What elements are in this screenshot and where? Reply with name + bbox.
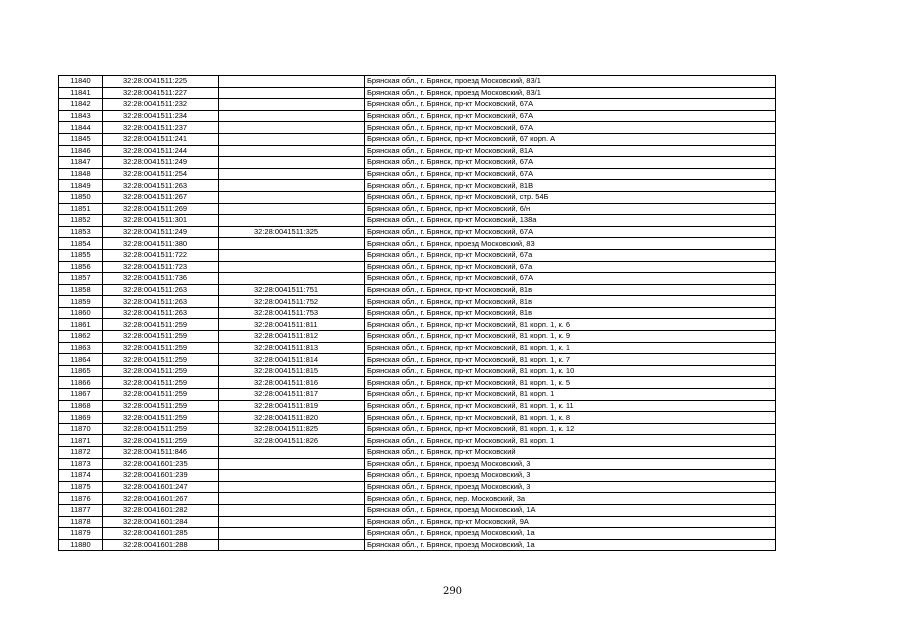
address-cell: Брянская обл., г. Брянск, пр-кт Московский, 67А	[365, 110, 776, 122]
related-cadastral-number-cell: 32:28:0041511:817	[219, 389, 365, 401]
related-cadastral-number-cell	[219, 516, 365, 528]
table-row	[59, 157, 776, 169]
row-number-cell: 11849	[59, 180, 103, 192]
table-row	[59, 354, 776, 366]
table-row	[59, 180, 776, 192]
related-cadastral-number-cell: 32:28:0041511:812	[219, 331, 365, 343]
table-row	[59, 249, 776, 261]
table-row	[59, 226, 776, 238]
related-cadastral-number-cell: 32:28:0041511:325	[219, 226, 365, 238]
related-cadastral-number-cell: 32:28:0041511:811	[219, 319, 365, 331]
row-number-cell: 11850	[59, 191, 103, 203]
table-row	[59, 400, 776, 412]
related-cadastral-number-cell	[219, 504, 365, 516]
row-number-cell: 11858	[59, 284, 103, 296]
row-number-cell: 11846	[59, 145, 103, 157]
row-number-cell: 11864	[59, 354, 103, 366]
table-row	[59, 481, 776, 493]
related-cadastral-number-cell	[219, 99, 365, 111]
cadastral-number-cell: 32:28:0041511:259	[103, 319, 219, 331]
row-number-cell: 11879	[59, 528, 103, 540]
cadastral-number-cell: 32:28:0041511:254	[103, 168, 219, 180]
address-cell: Брянская обл., г. Брянск, пр-кт Московский, 67А	[365, 168, 776, 180]
related-cadastral-number-cell	[219, 493, 365, 505]
cadastral-number-cell: 32:28:0041511:846	[103, 447, 219, 459]
address-cell: Брянская обл., г. Брянск, пр-кт Московский, 81 корп. 1, к. 11	[365, 400, 776, 412]
address-cell: Брянская обл., г. Брянск, проезд Московский, 3	[365, 470, 776, 482]
address-cell: Брянская обл., г. Брянск, пр-кт Московский, 9А	[365, 516, 776, 528]
table-row	[59, 331, 776, 343]
related-cadastral-number-cell	[219, 273, 365, 285]
cadastral-number-cell: 32:28:0041601:247	[103, 481, 219, 493]
related-cadastral-number-cell	[219, 76, 365, 88]
table-row	[59, 389, 776, 401]
address-cell: Брянская обл., г. Брянск, пр-кт Московский, 81 корп. 1, к. 8	[365, 412, 776, 424]
row-number-cell: 11841	[59, 87, 103, 99]
address-cell: Брянская обл., г. Брянск, пер. Московский, 3а	[365, 493, 776, 505]
cadastral-number-cell: 32:28:0041511:301	[103, 215, 219, 227]
table-row	[59, 145, 776, 157]
cadastral-number-cell: 32:28:0041511:259	[103, 423, 219, 435]
related-cadastral-number-cell	[219, 133, 365, 145]
related-cadastral-number-cell: 32:28:0041511:814	[219, 354, 365, 366]
row-number-cell: 11840	[59, 76, 103, 88]
table-row	[59, 307, 776, 319]
row-number-cell: 11861	[59, 319, 103, 331]
table-row	[59, 539, 776, 551]
table-row	[59, 296, 776, 308]
cadastral-number-cell: 32:28:0041511:259	[103, 412, 219, 424]
cadastral-number-cell: 32:28:0041511:259	[103, 389, 219, 401]
related-cadastral-number-cell	[219, 203, 365, 215]
address-cell: Брянская обл., г. Брянск, проезд Московский, 1А	[365, 504, 776, 516]
row-number-cell: 11842	[59, 99, 103, 111]
row-number-cell: 11877	[59, 504, 103, 516]
row-number-cell: 11860	[59, 307, 103, 319]
address-cell: Брянская обл., г. Брянск, пр-кт Московский, стр. 54Б	[365, 191, 776, 203]
table-row	[59, 261, 776, 273]
related-cadastral-number-cell	[219, 261, 365, 273]
table-row	[59, 273, 776, 285]
table-row	[59, 110, 776, 122]
related-cadastral-number-cell	[219, 539, 365, 551]
cadastral-number-cell: 32:28:0041511:736	[103, 273, 219, 285]
address-cell: Брянская обл., г. Брянск, проезд Московский, 3	[365, 458, 776, 470]
table-row	[59, 284, 776, 296]
cadastral-number-cell: 32:28:0041511:259	[103, 365, 219, 377]
row-number-cell: 11876	[59, 493, 103, 505]
row-number-cell: 11880	[59, 539, 103, 551]
address-cell: Брянская обл., г. Брянск, пр-кт Московский, 81 корп. 1, к. 9	[365, 331, 776, 343]
cadastral-number-cell: 32:28:0041511:225	[103, 76, 219, 88]
row-number-cell: 11843	[59, 110, 103, 122]
row-number-cell: 11869	[59, 412, 103, 424]
cadastral-number-cell: 32:28:0041601:284	[103, 516, 219, 528]
related-cadastral-number-cell	[219, 447, 365, 459]
related-cadastral-number-cell	[219, 191, 365, 203]
related-cadastral-number-cell	[219, 145, 365, 157]
row-number-cell: 11853	[59, 226, 103, 238]
table-row	[59, 412, 776, 424]
registry-table	[58, 75, 776, 551]
cadastral-number-cell: 32:28:0041601:288	[103, 539, 219, 551]
row-number-cell: 11856	[59, 261, 103, 273]
cadastral-number-cell: 32:28:0041511:267	[103, 191, 219, 203]
address-cell: Брянская обл., г. Брянск, пр-кт Московский, 6/н	[365, 203, 776, 215]
table-row	[59, 435, 776, 447]
related-cadastral-number-cell	[219, 168, 365, 180]
related-cadastral-number-cell: 32:28:0041511:815	[219, 365, 365, 377]
address-cell: Брянская обл., г. Брянск, пр-кт Московский, 67А	[365, 99, 776, 111]
address-cell: Брянская обл., г. Брянск, пр-кт Московский	[365, 447, 776, 459]
table-row	[59, 203, 776, 215]
cadastral-number-cell: 32:28:0041601:267	[103, 493, 219, 505]
row-number-cell: 11868	[59, 400, 103, 412]
related-cadastral-number-cell	[219, 481, 365, 493]
address-cell: Брянская обл., г. Брянск, проезд Московский, 83	[365, 238, 776, 250]
cadastral-number-cell: 32:28:0041511:259	[103, 377, 219, 389]
row-number-cell: 11865	[59, 365, 103, 377]
row-number-cell: 11862	[59, 331, 103, 343]
cadastral-number-cell: 32:28:0041511:232	[103, 99, 219, 111]
address-cell: Брянская обл., г. Брянск, пр-кт Московский, 81А	[365, 145, 776, 157]
cadastral-number-cell: 32:28:0041511:249	[103, 157, 219, 169]
address-cell: Брянская обл., г. Брянск, пр-кт Московский, 81 корп. 1, к. 1	[365, 342, 776, 354]
address-cell: Брянская обл., г. Брянск, проезд Московский, 1а	[365, 528, 776, 540]
address-cell: Брянская обл., г. Брянск, пр-кт Московский, 81 корп. 1, к. 5	[365, 377, 776, 389]
related-cadastral-number-cell	[219, 238, 365, 250]
row-number-cell: 11873	[59, 458, 103, 470]
related-cadastral-number-cell	[219, 180, 365, 192]
row-number-cell: 11854	[59, 238, 103, 250]
address-cell: Брянская обл., г. Брянск, пр-кт Московский, 81 корп. 1, к. 10	[365, 365, 776, 377]
cadastral-number-cell: 32:28:0041511:259	[103, 400, 219, 412]
cadastral-number-cell: 32:28:0041601:235	[103, 458, 219, 470]
cadastral-number-cell: 32:28:0041511:269	[103, 203, 219, 215]
row-number-cell: 11855	[59, 249, 103, 261]
address-cell: Брянская обл., г. Брянск, пр-кт Московский, 67А	[365, 122, 776, 134]
cadastral-number-cell: 32:28:0041511:259	[103, 342, 219, 354]
address-cell: Брянская обл., г. Брянск, пр-кт Московский, 81в	[365, 296, 776, 308]
cadastral-number-cell: 32:28:0041511:263	[103, 296, 219, 308]
row-number-cell: 11872	[59, 447, 103, 459]
address-cell: Брянская обл., г. Брянск, пр-кт Московский, 81В	[365, 180, 776, 192]
table-row	[59, 516, 776, 528]
table-row	[59, 133, 776, 145]
table-row	[59, 342, 776, 354]
address-cell: Брянская обл., г. Брянск, пр-кт Московский, 81 корп. 1, к. 7	[365, 354, 776, 366]
address-cell: Брянская обл., г. Брянск, пр-кт Московский, 67 корп. А	[365, 133, 776, 145]
table-row	[59, 447, 776, 459]
address-cell: Брянская обл., г. Брянск, пр-кт Московский, 81в	[365, 284, 776, 296]
row-number-cell: 11874	[59, 470, 103, 482]
row-number-cell: 11875	[59, 481, 103, 493]
related-cadastral-number-cell: 32:28:0041511:819	[219, 400, 365, 412]
address-cell: Брянская обл., г. Брянск, проезд Московский, 1а	[365, 539, 776, 551]
related-cadastral-number-cell: 32:28:0041511:825	[219, 423, 365, 435]
cadastral-number-cell: 32:28:0041511:723	[103, 261, 219, 273]
address-cell: Брянская обл., г. Брянск, пр-кт Московский, 81 корп. 1, к. 6	[365, 319, 776, 331]
table-row	[59, 470, 776, 482]
related-cadastral-number-cell: 32:28:0041511:813	[219, 342, 365, 354]
address-cell: Брянская обл., г. Брянск, пр-кт Московский, 67а	[365, 249, 776, 261]
related-cadastral-number-cell	[219, 249, 365, 261]
related-cadastral-number-cell	[219, 470, 365, 482]
row-number-cell: 11851	[59, 203, 103, 215]
table-row	[59, 528, 776, 540]
related-cadastral-number-cell	[219, 458, 365, 470]
cadastral-number-cell: 32:28:0041511:244	[103, 145, 219, 157]
cadastral-number-cell: 32:28:0041511:227	[103, 87, 219, 99]
related-cadastral-number-cell: 32:28:0041511:816	[219, 377, 365, 389]
row-number-cell: 11847	[59, 157, 103, 169]
related-cadastral-number-cell: 32:28:0041511:753	[219, 307, 365, 319]
cadastral-number-cell: 32:28:0041511:234	[103, 110, 219, 122]
address-cell: Брянская обл., г. Брянск, пр-кт Московский, 67А	[365, 226, 776, 238]
row-number-cell: 11857	[59, 273, 103, 285]
address-cell: Брянская обл., г. Брянск, пр-кт Московский, 67а	[365, 261, 776, 273]
row-number-cell: 11867	[59, 389, 103, 401]
related-cadastral-number-cell	[219, 110, 365, 122]
address-cell: Брянская обл., г. Брянск, проезд Московский, 83/1	[365, 76, 776, 88]
related-cadastral-number-cell: 32:28:0041511:820	[219, 412, 365, 424]
table-row	[59, 377, 776, 389]
address-cell: Брянская обл., г. Брянск, пр-кт Московский, 81 корп. 1, к. 12	[365, 423, 776, 435]
cadastral-number-cell: 32:28:0041511:380	[103, 238, 219, 250]
row-number-cell: 11859	[59, 296, 103, 308]
address-cell: Брянская обл., г. Брянск, проезд Московский, 3	[365, 481, 776, 493]
cadastral-number-cell: 32:28:0041511:722	[103, 249, 219, 261]
table-row	[59, 423, 776, 435]
table-row	[59, 168, 776, 180]
cadastral-number-cell: 32:28:0041511:259	[103, 354, 219, 366]
address-cell: Брянская обл., г. Брянск, пр-кт Московский, 67А	[365, 157, 776, 169]
cadastral-number-cell: 32:28:0041601:285	[103, 528, 219, 540]
cadastral-number-cell: 32:28:0041511:259	[103, 435, 219, 447]
table-row	[59, 76, 776, 88]
address-cell: Брянская обл., г. Брянск, пр-кт Московский, 81 корп. 1	[365, 435, 776, 447]
row-number-cell: 11844	[59, 122, 103, 134]
cadastral-number-cell: 32:28:0041511:259	[103, 331, 219, 343]
cadastral-number-cell: 32:28:0041511:263	[103, 307, 219, 319]
table-row	[59, 215, 776, 227]
related-cadastral-number-cell	[219, 122, 365, 134]
table-row	[59, 458, 776, 470]
related-cadastral-number-cell	[219, 157, 365, 169]
registry-table-body	[59, 76, 776, 551]
row-number-cell: 11870	[59, 423, 103, 435]
row-number-cell: 11871	[59, 435, 103, 447]
row-number-cell: 11852	[59, 215, 103, 227]
cadastral-number-cell: 32:28:0041601:239	[103, 470, 219, 482]
address-cell: Брянская обл., г. Брянск, пр-кт Московский, 81 корп. 1	[365, 389, 776, 401]
table-row	[59, 493, 776, 505]
cadastral-number-cell: 32:28:0041511:263	[103, 284, 219, 296]
table-row	[59, 504, 776, 516]
row-number-cell: 11866	[59, 377, 103, 389]
row-number-cell: 11878	[59, 516, 103, 528]
related-cadastral-number-cell	[219, 87, 365, 99]
table-row	[59, 319, 776, 331]
cadastral-number-cell: 32:28:0041511:249	[103, 226, 219, 238]
related-cadastral-number-cell: 32:28:0041511:826	[219, 435, 365, 447]
cadastral-number-cell: 32:28:0041511:263	[103, 180, 219, 192]
row-number-cell: 11863	[59, 342, 103, 354]
row-number-cell: 11848	[59, 168, 103, 180]
table-row	[59, 122, 776, 134]
cadastral-number-cell: 32:28:0041511:241	[103, 133, 219, 145]
address-cell: Брянская обл., г. Брянск, проезд Московский, 83/1	[365, 87, 776, 99]
table-row	[59, 365, 776, 377]
table-row	[59, 191, 776, 203]
table-row	[59, 238, 776, 250]
related-cadastral-number-cell: 32:28:0041511:752	[219, 296, 365, 308]
address-cell: Брянская обл., г. Брянск, пр-кт Московский, 81в	[365, 307, 776, 319]
table-row	[59, 99, 776, 111]
address-cell: Брянская обл., г. Брянск, пр-кт Московский, 67А	[365, 273, 776, 285]
row-number-cell: 11845	[59, 133, 103, 145]
related-cadastral-number-cell: 32:28:0041511:751	[219, 284, 365, 296]
related-cadastral-number-cell	[219, 528, 365, 540]
cadastral-number-cell: 32:28:0041601:282	[103, 504, 219, 516]
cadastral-number-cell: 32:28:0041511:237	[103, 122, 219, 134]
page-number: 290	[442, 586, 463, 597]
address-cell: Брянская обл., г. Брянск, пр-кт Московский, 138а	[365, 215, 776, 227]
table-row	[59, 87, 776, 99]
related-cadastral-number-cell	[219, 215, 365, 227]
